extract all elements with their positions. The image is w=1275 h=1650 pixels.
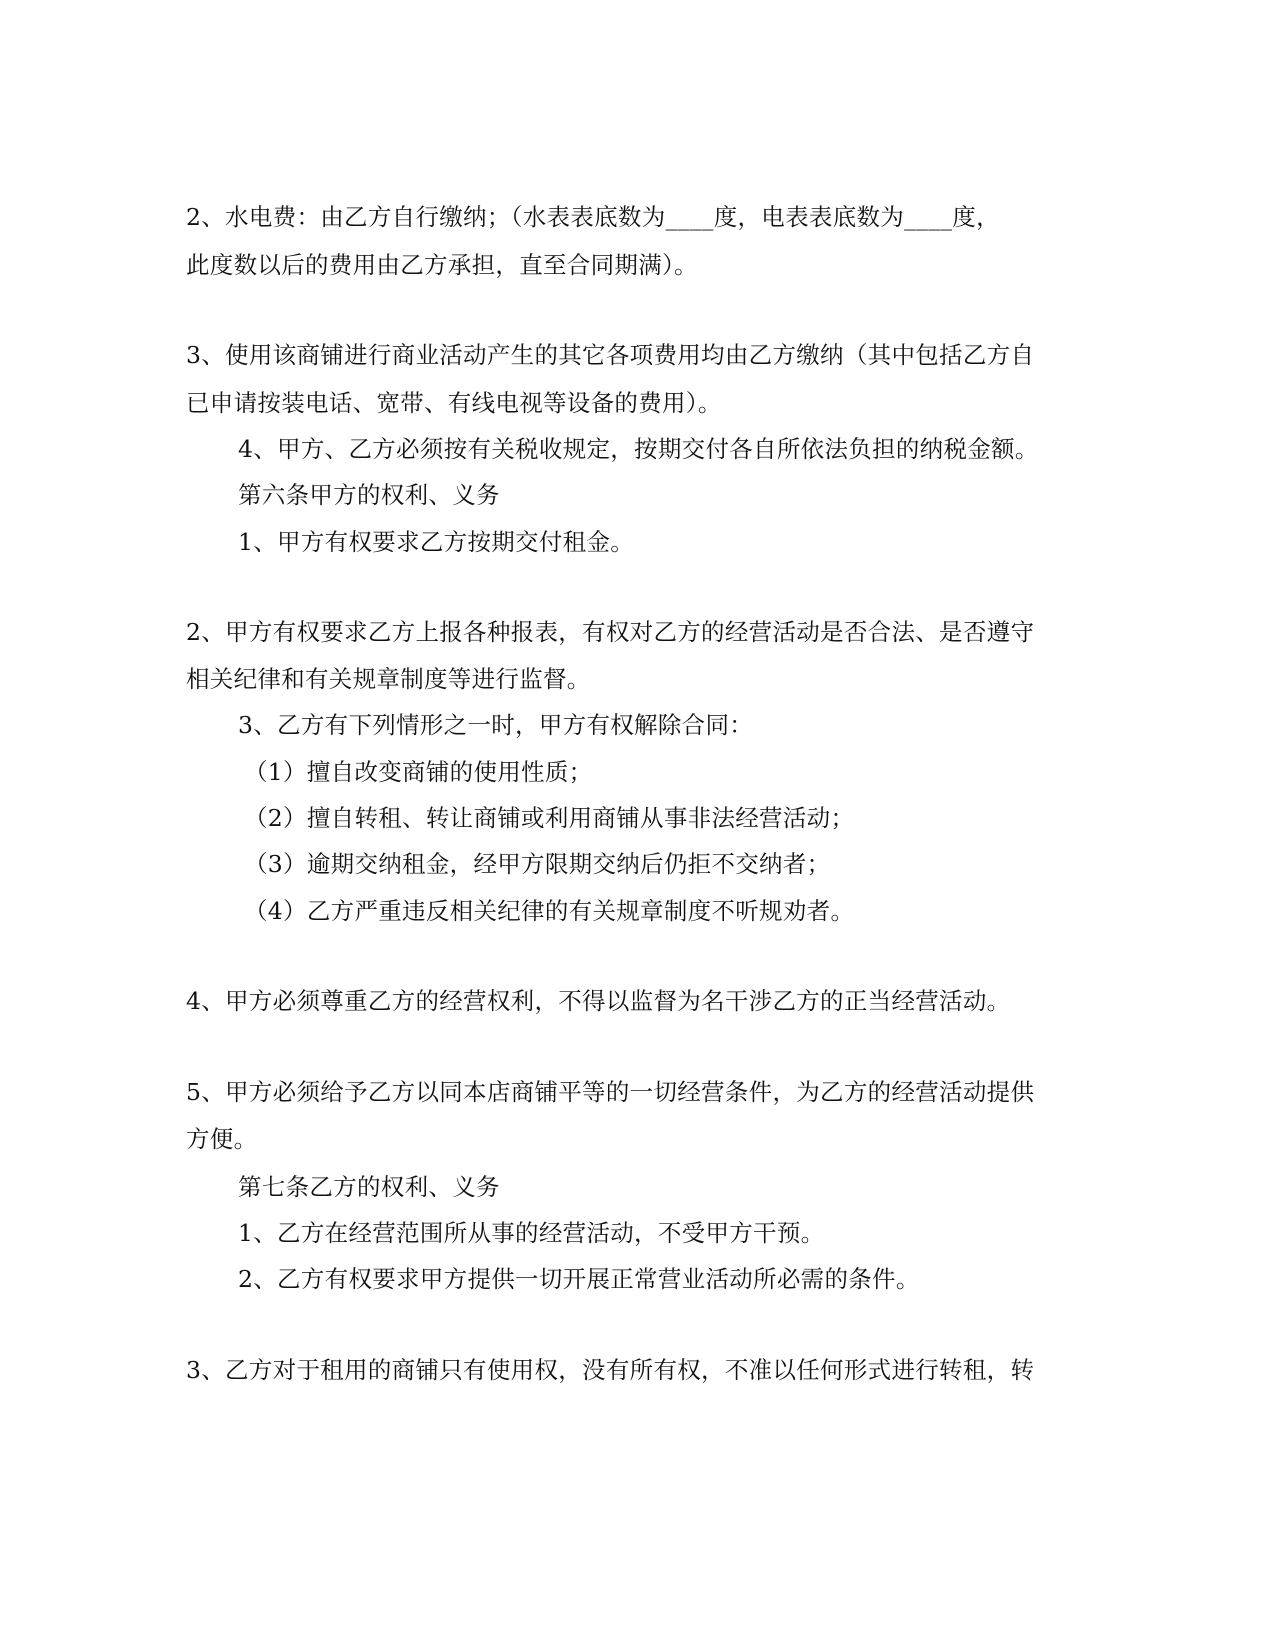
article-6-item-3-case-4: （4）乙方严重违反相关纪律的有关规章制度不听规劝者。 (244, 897, 855, 925)
article-7-heading: 第七条乙方的权利、义务 (238, 1173, 500, 1201)
article-6-item-4: 4、甲方必须尊重乙方的经营权利，不得以监督为名干涉乙方的正当经营活动。 (186, 987, 1011, 1015)
article-6-item-5-line-2: 方便。 (186, 1125, 258, 1153)
para-4-tax: 4、甲方、乙方必须按有关税收规定，按期交付各自所依法负担的纳税金额。 (238, 435, 1039, 463)
article-7-item-3-line-1: 3、乙方对于租用的商铺只有使用权，没有所有权，不准以任何形式进行转租，转 (186, 1356, 1035, 1384)
article-6-item-5-line-1: 5、甲方必须给予乙方以同本店商铺平等的一切经营条件，为乙方的经营活动提供 (186, 1078, 1035, 1106)
article-6-item-2-line-1: 2、甲方有权要求乙方上报各种报表，有权对乙方的经营活动是否合法、是否遵守 (186, 618, 1035, 646)
para-3-other-fees-line-2: 已申请按装电话、宽带、有线电视等设备的费用）。 (186, 389, 722, 417)
article-7-item-2: 2、乙方有权要求甲方提供一切开展正常营业活动所必需的条件。 (238, 1265, 920, 1293)
para-2-utilities-line-2: 此度数以后的费用由乙方承担，直至合同期满）。 (186, 251, 698, 279)
article-7-item-1: 1、乙方在经营范围所从事的经营活动，不受甲方干预。 (238, 1219, 825, 1247)
para-3-other-fees-line-1: 3、使用该商铺进行商业活动产生的其它各项费用均由乙方缴纳（其中包括乙方自 (186, 341, 1035, 369)
article-6-item-3-case-1: （1）擅自改变商铺的使用性质； (244, 758, 593, 786)
article-6-item-3-case-2: （2）擅自转租、转让商铺或利用商铺从事非法经营活动； (244, 804, 855, 832)
article-6-item-2-line-2: 相关纪律和有关规章制度等进行监督。 (186, 665, 591, 693)
article-6-item-1: 1、甲方有权要求乙方按期交付租金。 (238, 528, 635, 556)
article-6-item-3: 3、乙方有下列情形之一时，甲方有权解除合同： (238, 711, 754, 739)
article-6-item-3-case-3: （3）逾期交纳租金，经甲方限期交纳后仍拒不交纳者； (244, 850, 831, 878)
article-6-heading: 第六条甲方的权利、义务 (238, 481, 500, 509)
para-2-utilities-line-1: 2、水电费：由乙方自行缴纳；（水表表底数为____度，电表表底数为____度， (186, 203, 1000, 231)
